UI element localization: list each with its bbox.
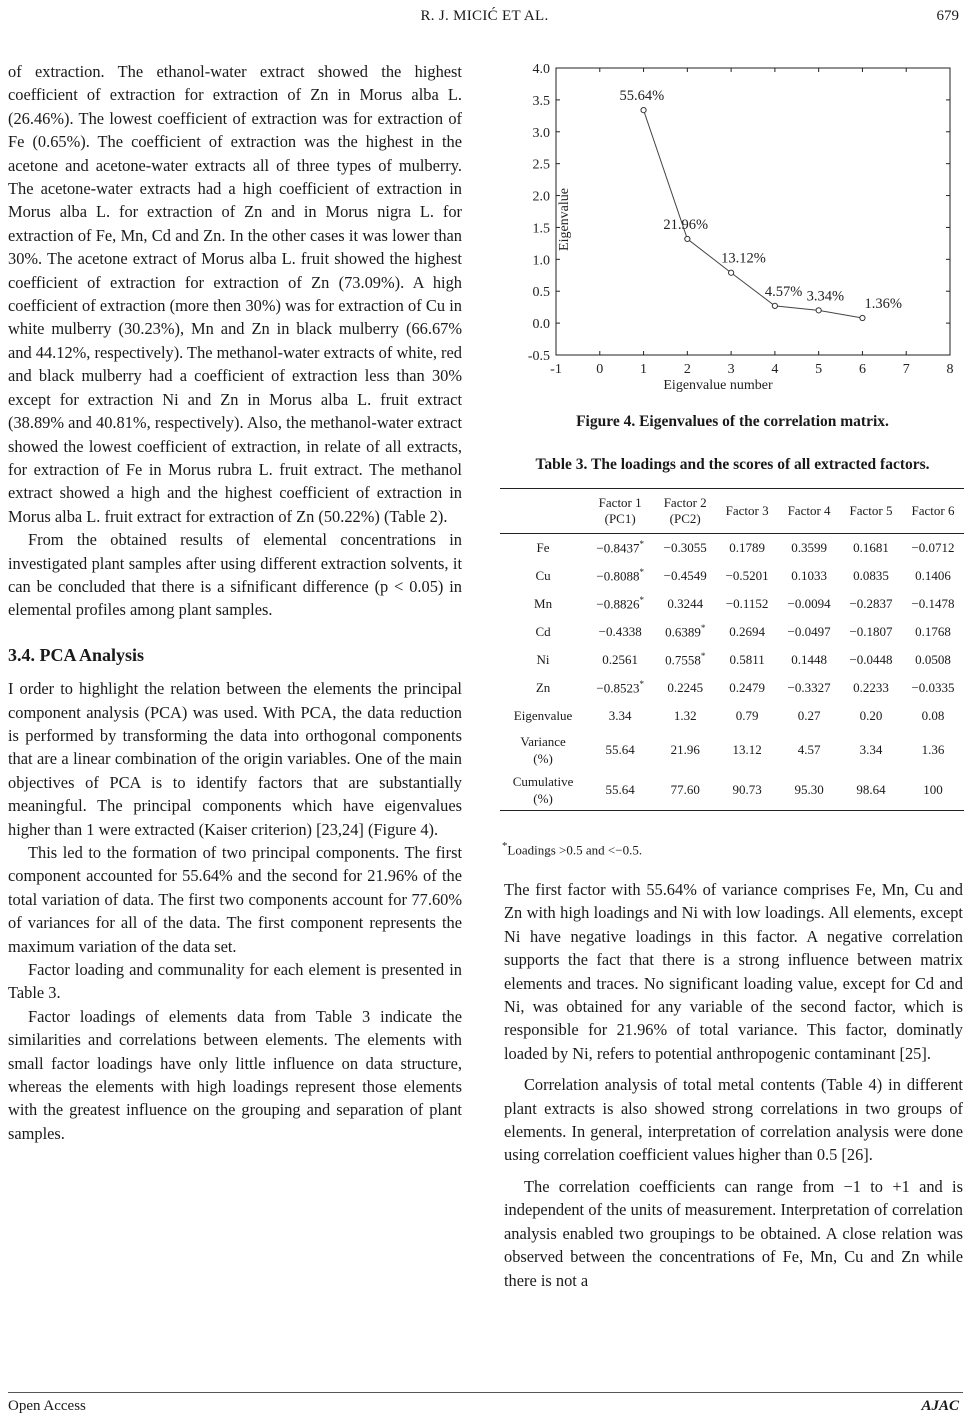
table-cell: −0.3055 bbox=[663, 540, 707, 555]
table-cell: 0.1406 bbox=[915, 568, 951, 583]
table-cell: 100 bbox=[902, 770, 964, 811]
table-cell: 13.12 bbox=[732, 742, 762, 757]
row-label-cell: Variance (%) bbox=[520, 734, 566, 766]
paragraph: I order to highlight the relation between the elements the principal component analysis (PCA) was used. With PCA, the data reduction is performed by transforming the data into orthogonal components that are a linear combination of the origin variables. One of the main objectives of PCA is to identify factors that are substantially meaningful. The principal components which have eigenvalues higher than 1 were extracted (Kaiser criterion) [23,24] (Figure 4). bbox=[8, 679, 462, 839]
table-3 bbox=[500, 488, 964, 811]
table-cell: −0.8437* bbox=[596, 539, 644, 556]
section-heading: 3.4. PCA Analysis bbox=[8, 644, 145, 665]
table-header-cell: Factor 4 bbox=[778, 489, 840, 534]
paragraph: Factor loading and communality for each element is presented in Table 3. bbox=[8, 960, 462, 1003]
table-cell: −0.0094 bbox=[787, 596, 831, 611]
table-cell: 90.73 bbox=[716, 770, 778, 811]
table-header-cell: Factor 5 bbox=[840, 489, 902, 534]
point-label: 3.34% bbox=[806, 288, 845, 305]
page-header bbox=[0, 6, 969, 30]
paragraph: Correlation analysis of total metal contents (Table 4) in different plant extracts is also showed strong correlations in two groups of elements. In general, interpretation of correlation analysis were done using correlation coefficient values higher than 0.5 [26]. bbox=[504, 1075, 963, 1165]
row-label-cell: Mn bbox=[534, 596, 553, 611]
figure-4-chart bbox=[500, 56, 965, 416]
x-tick-label: 0 bbox=[596, 362, 604, 377]
left-column bbox=[8, 60, 462, 1145]
y-tick-label: -0.5 bbox=[527, 349, 550, 364]
table-row bbox=[500, 730, 964, 770]
right-column bbox=[504, 878, 963, 1292]
table-cell: −0.1478 bbox=[911, 596, 955, 611]
point-label: 1.36% bbox=[864, 296, 902, 313]
table-cell: 1.36 bbox=[921, 742, 945, 757]
table-cell: 0.20 bbox=[859, 708, 883, 723]
table-cell: −0.8826* bbox=[596, 595, 644, 612]
x-tick-label: 6 bbox=[858, 362, 866, 377]
table-cell: 4.57 bbox=[797, 742, 821, 757]
table-header-row bbox=[500, 489, 964, 534]
table-cell: 0.1681 bbox=[853, 540, 889, 555]
table-row bbox=[500, 590, 964, 618]
x-tick-label: 5 bbox=[815, 362, 823, 377]
table-cell: 21.96 bbox=[670, 742, 700, 757]
scree-plot bbox=[500, 56, 965, 416]
paragraph: The correlation coefficients can range from −1 to +1 and is independent of the units of measurement. Interpretation of correlation analysis enabled two groupings to be obtained. A close relation was observed between the concentrations of Fe, Mn, Cu and Zn while there is not a bbox=[504, 1176, 963, 1290]
table-cell: 98.64 bbox=[840, 770, 902, 811]
table-row bbox=[500, 534, 964, 563]
table-cell: 0.2561 bbox=[602, 652, 639, 667]
footer-rule bbox=[8, 1392, 963, 1393]
y-tick-label: 0.0 bbox=[532, 317, 550, 333]
row-label-cell: Zn bbox=[535, 680, 551, 695]
table-cell: 0.7558* bbox=[665, 651, 706, 668]
row-label-cell: Cumulative (%) bbox=[500, 770, 586, 811]
table-cell: −0.5201 bbox=[725, 568, 769, 583]
page-number: 679 bbox=[936, 8, 959, 24]
table-cell: 0.2233 bbox=[853, 680, 889, 695]
y-tick-label: 3.0 bbox=[532, 125, 550, 141]
y-tick-label: 0.5 bbox=[532, 285, 550, 301]
y-tick-label: 4.0 bbox=[532, 62, 550, 77]
table-row bbox=[500, 562, 964, 590]
row-label-cell: Cd bbox=[535, 624, 551, 639]
table-cell: 0.5811 bbox=[729, 652, 765, 667]
table-cell: 0.1768 bbox=[915, 624, 951, 639]
table-cell: 0.1789 bbox=[729, 540, 765, 555]
row-label-cell: Eigenvalue bbox=[513, 708, 573, 723]
table-cell: −0.4338 bbox=[598, 624, 642, 639]
row-label-cell: Cu bbox=[535, 568, 551, 583]
table-cell: 0.1033 bbox=[791, 568, 827, 583]
data-point bbox=[729, 270, 734, 275]
journal-abbrev: AJAC bbox=[921, 1398, 959, 1414]
table-note: *Loadings >0.5 and <−0.5. bbox=[502, 840, 643, 858]
x-tick-label: 3 bbox=[727, 362, 735, 377]
paragraph: of extraction. The ethanol-water extract showed the highest coefficient of extraction for extraction of Zn in Morus alba L. (26.46%). The lowest coefficient of extraction was for extraction of Fe (0.65%). The coefficient of extraction was the highest in the acetone and acetone-water extracts all of three types of mulberry. The acetone-water extracts had a high coefficient of extraction in Morus alba L. for extraction of Zn and in Morus nigra L. for extraction of Fe, Mn, Cd and Zn. In the other cases it was lower than 30%. The acetone extract of Morus alba L. fruit showed the highest coefficient of extraction for extraction of Zn (73.09%). A high coefficient of extraction (more then 30%) was for extraction of Cu in white mulberry (30.23%), Mn and Zn in black mulberry (66.67% and 44.12%, respectively). The methanol-water extracts of white, red and black mulberry had a coefficient of extraction less than 30% except for extraction Ni and Zn in Morus alba L. fruit extract (38.89% and 40.81%, respectively). Also, the methanol-water extract showed the lowest coefficient of extraction, in relate of all extracts, for extraction of Fe in Morus rubra L. fruit extract. The methanol extract showed a high and the highest coefficient of extraction in Morus alba L. fruit extract for extraction of Zn (50.22%) (Table 2). bbox=[8, 62, 462, 526]
table-row bbox=[500, 618, 964, 646]
point-label: 55.64% bbox=[619, 88, 665, 105]
paragraph: This led to the formation of two principal components. The first component accounted for 55.64% and the second for 21.96% of the total variation of data. The first two components account for 77.60% of variances for all of the data. The first component represents the maximum variation of the data set. bbox=[8, 843, 462, 956]
table-cell: 0.0835 bbox=[853, 568, 889, 583]
table-row bbox=[500, 702, 964, 730]
x-tick-label: 4 bbox=[771, 362, 779, 377]
data-point bbox=[685, 236, 690, 241]
y-tick-label: 1.5 bbox=[532, 221, 550, 237]
paragraph: From the obtained results of elemental concentrations in investigated plant samples after using different extraction solvents, it can be concluded that there is a sifnificant difference (p < 0.05) in elemental profiles among plant samples. bbox=[8, 530, 462, 620]
y-tick-label: 1.0 bbox=[532, 253, 550, 269]
table-cell: 95.30 bbox=[778, 770, 840, 811]
point-label: 4.57% bbox=[764, 283, 803, 300]
table-cell: −0.0712 bbox=[911, 540, 955, 555]
table-cell: 0.08 bbox=[921, 708, 945, 723]
x-tick-label: 2 bbox=[683, 362, 691, 377]
point-label: 13.12% bbox=[721, 250, 766, 267]
table-cell: 0.79 bbox=[735, 708, 759, 723]
table-cell: 55.64 bbox=[605, 742, 635, 757]
open-access-label: Open Access bbox=[8, 1398, 86, 1414]
table-3-caption: Table 3. The loadings and the scores of all extracted factors. bbox=[535, 456, 930, 473]
table-cell: 0.6389* bbox=[665, 623, 706, 640]
table-row bbox=[500, 674, 964, 702]
table-cell: −0.0335 bbox=[911, 680, 955, 695]
table-cell: −0.3327 bbox=[787, 680, 831, 695]
data-point bbox=[860, 315, 865, 320]
table-cell: −0.1152 bbox=[725, 596, 769, 611]
figure-4-caption: Figure 4. Eigenvalues of the correlation matrix. bbox=[576, 413, 889, 430]
table-cell: −0.8523* bbox=[596, 679, 644, 696]
paragraph: Factor loadings of elements data from Table 3 indicate the similarities and correlations between elements. The elements with small factor loadings have only little influence on data structure, whereas the elements with high loadings represent those elements with the greatest influence on the grouping and separation of plant samples. bbox=[8, 1006, 462, 1143]
eigenvalue-line bbox=[644, 110, 863, 318]
table-cell: 0.2245 bbox=[667, 680, 704, 695]
data-point bbox=[772, 303, 777, 308]
table-cell: 3.34 bbox=[608, 708, 632, 723]
y-tick-label: 3.5 bbox=[532, 93, 550, 109]
table-cell: 0.3244 bbox=[667, 596, 704, 611]
table-cell: 0.27 bbox=[797, 708, 821, 723]
table-cell: 0.1448 bbox=[791, 652, 827, 667]
table-header-cell bbox=[500, 489, 586, 534]
data-point bbox=[816, 308, 821, 313]
data-point bbox=[641, 107, 646, 112]
table-header-cell: Factor 2 (PC2) bbox=[654, 489, 716, 534]
table-cell: 0.2694 bbox=[729, 624, 765, 639]
table-cell: 3.34 bbox=[859, 742, 883, 757]
y-tick-label: 2.5 bbox=[532, 157, 550, 173]
x-tick-label: 7 bbox=[902, 362, 910, 377]
x-tick-label: 8 bbox=[946, 362, 954, 377]
table-cell: 0.2479 bbox=[729, 680, 765, 695]
table-cell: 77.60 bbox=[654, 770, 716, 811]
table-cell: 0.0508 bbox=[915, 652, 951, 667]
table-cell: −0.0448 bbox=[849, 652, 893, 667]
table-cell: 55.64 bbox=[586, 770, 654, 811]
table-cell: 1.32 bbox=[673, 708, 697, 723]
point-label: 21.96% bbox=[663, 216, 709, 233]
table-cell: −0.2837 bbox=[849, 596, 893, 611]
paragraph: The first factor with 55.64% of variance comprises Fe, Mn, Cu and Zn with high loadings and Ni with low loadings. All elements, except Ni have negative loadings in this factor. A negative correlation supports the fact that there is a strong influence between matrix elements and traces. No significant loading value, except for Cd and Ni, was obtained for any variable of the second factor, which is responsible for 21.96% of total variance. This factor, dominatly loaded by Ni, refers to potential anthropogenic contaminant [25]. bbox=[504, 880, 963, 1063]
y-tick-label: 2.0 bbox=[532, 189, 550, 205]
table-cell: −0.4549 bbox=[663, 568, 707, 583]
x-axis-label: Eigenvalue number bbox=[663, 378, 773, 393]
table-cell: −0.8088* bbox=[596, 567, 644, 584]
table-cell: −0.1807 bbox=[849, 624, 893, 639]
table-note-text: Loadings >0.5 and <−0.5. bbox=[507, 842, 643, 858]
table-row bbox=[500, 770, 964, 811]
row-label-cell: Fe bbox=[536, 540, 550, 555]
table-row bbox=[500, 646, 964, 674]
table-cell: −0.0497 bbox=[787, 624, 831, 639]
table-header-cell: Factor 1 (PC1) bbox=[586, 489, 654, 534]
table-cell: 0.3599 bbox=[791, 540, 827, 555]
running-title: R. J. MICIĆ ET AL. bbox=[420, 8, 549, 24]
x-tick-label: 1 bbox=[640, 362, 648, 377]
y-axis-label: Eigenvalue bbox=[557, 188, 572, 251]
row-label-cell: Ni bbox=[536, 652, 550, 667]
x-tick-label: -1 bbox=[550, 362, 562, 377]
table-header-cell: Factor 3 bbox=[716, 489, 778, 534]
table-header-cell: Factor 6 bbox=[902, 489, 964, 534]
